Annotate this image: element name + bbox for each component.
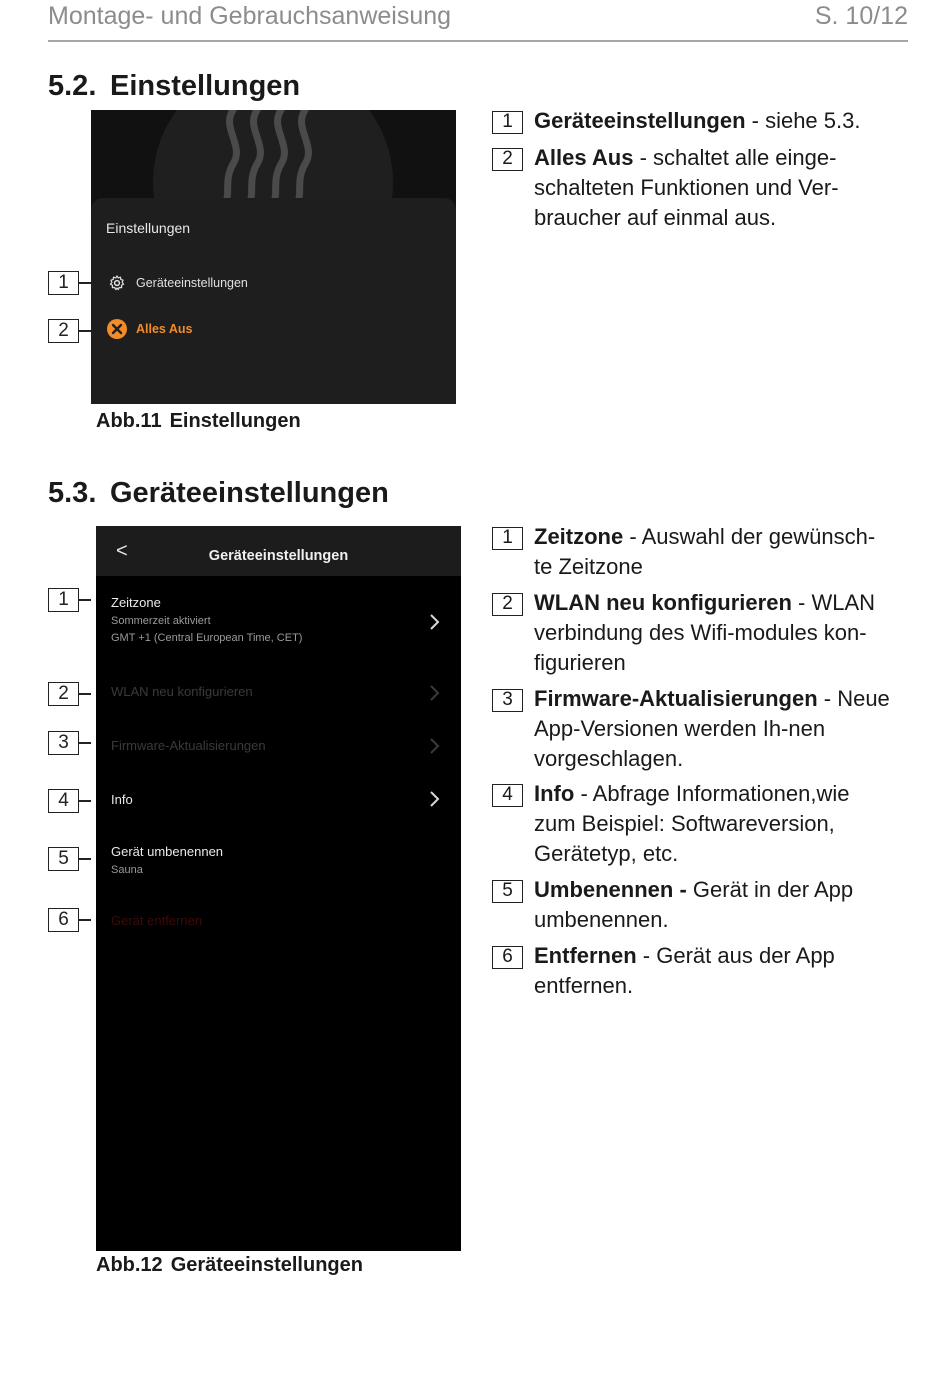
settings-item-zeitzone[interactable] xyxy=(111,595,302,644)
description-item xyxy=(492,522,892,582)
description-text: - WLAN verbindung des Wifi-modules kon-figurieren xyxy=(534,590,876,675)
callout-leader xyxy=(79,742,91,744)
callout-leader xyxy=(79,919,91,921)
callout-5 xyxy=(48,847,91,871)
description-text: Gerät in der App umbenennen. xyxy=(534,877,854,932)
item-label: Gerät entfernen xyxy=(111,913,203,928)
menu-item-label: Geräteeinstellungen xyxy=(136,276,248,290)
callout-3 xyxy=(48,731,91,755)
description-text: - Abfrage Informationen,wie zum Beispiel: Softwareversion, Gerätetyp, etc. xyxy=(534,781,850,866)
description-text: - Auswahl der gewünsch-te Zeitzone xyxy=(534,524,876,579)
menu-item-alles-aus[interactable] xyxy=(106,318,193,340)
callout-2 xyxy=(48,682,91,706)
callout-6 xyxy=(48,908,91,932)
callout-leader xyxy=(79,858,91,860)
section-heading-einstellungen xyxy=(48,70,300,103)
callout-number: 4 xyxy=(48,789,79,813)
section-number: 5.3. xyxy=(48,477,97,509)
callout-1 xyxy=(48,588,91,612)
callout-leader xyxy=(79,800,91,802)
description-term: Info xyxy=(534,781,575,806)
description-item xyxy=(492,779,892,869)
figure-caption-11 xyxy=(96,410,301,433)
item-label: WLAN neu konfigurieren xyxy=(111,684,253,699)
description-item xyxy=(492,588,892,678)
item-subtitle: GMT +1 (Central European Time, CET) xyxy=(111,632,303,644)
description-item xyxy=(492,684,892,774)
gear-icon xyxy=(106,272,128,294)
settings-item-umbenennen[interactable] xyxy=(111,844,223,876)
description-item xyxy=(492,941,892,1001)
item-label: Gerät umbenennen xyxy=(111,844,224,859)
settings-item-info[interactable] xyxy=(111,792,133,807)
callout-leader xyxy=(79,282,91,284)
description-term: Umbenennen - xyxy=(534,877,687,902)
close-circle-icon xyxy=(106,318,128,340)
callout-leader xyxy=(79,599,91,601)
menu-item-label: Alles Aus xyxy=(136,322,193,336)
settings-item-firmware[interactable] xyxy=(111,738,266,753)
description-number: 1 xyxy=(492,527,523,550)
callout-number: 6 xyxy=(48,908,79,932)
callout-number: 1 xyxy=(48,271,79,295)
figure-number: Abb.12 xyxy=(96,1254,163,1276)
description-term: Alles Aus xyxy=(534,145,634,170)
callout-leader xyxy=(79,693,91,695)
heat-waves-icon xyxy=(219,110,319,205)
section-number: 5.2. xyxy=(48,70,97,102)
description-number: 6 xyxy=(492,946,523,969)
settings-item-entfernen[interactable] xyxy=(111,913,202,928)
figure-caption-12 xyxy=(96,1254,363,1277)
callout-leader xyxy=(79,330,91,332)
page-number: S. 10/12 xyxy=(814,2,908,30)
description-term: Firmware-Aktualisierungen xyxy=(534,686,818,711)
chevron-right-icon xyxy=(427,736,441,756)
screenshot-einstellungen xyxy=(91,110,456,404)
header-divider xyxy=(48,40,908,42)
description-item xyxy=(492,106,892,136)
back-icon[interactable]: < xyxy=(116,540,128,562)
menu-item-geraeteeinstellungen[interactable] xyxy=(106,272,248,294)
screen-title: Geräteeinstellungen xyxy=(208,548,349,564)
description-text: - Gerät aus der App entfernen. xyxy=(534,943,835,998)
description-term: WLAN neu konfigurieren xyxy=(534,590,792,615)
description-number: 2 xyxy=(492,148,523,171)
description-number: 1 xyxy=(492,111,523,134)
description-term: Zeitzone xyxy=(534,524,624,549)
item-label: Zeitzone xyxy=(111,595,161,610)
description-number: 3 xyxy=(492,689,523,712)
description-item xyxy=(492,143,892,233)
item-label: Firmware-Aktualisierungen xyxy=(111,738,266,753)
description-text: - siehe 5.3. xyxy=(745,108,861,133)
callout-1 xyxy=(48,271,91,295)
callout-number: 2 xyxy=(48,319,79,343)
callout-4 xyxy=(48,789,91,813)
screenshot-geraeteeinstellungen xyxy=(96,526,461,1251)
callout-number: 2 xyxy=(48,682,79,706)
item-label: Info xyxy=(111,792,133,807)
description-number: 4 xyxy=(492,784,523,807)
section-title: Geräteeinstellungen xyxy=(110,477,389,509)
chevron-right-icon xyxy=(427,789,441,809)
callout-number: 1 xyxy=(48,588,79,612)
description-term: Entfernen xyxy=(534,943,637,968)
settings-item-wlan[interactable] xyxy=(111,684,253,699)
figure-number: Abb.11 xyxy=(96,410,162,432)
document-header-title: Montage- und Gebrauchsanweisung xyxy=(48,2,452,30)
description-item xyxy=(492,875,892,935)
section-heading-geraeteeinstellungen xyxy=(48,477,389,510)
item-subtitle: Sauna xyxy=(111,864,143,876)
item-subtitle: Sommerzeit aktiviert xyxy=(111,615,211,627)
figure-caption-text: Geräteeinstellungen xyxy=(170,1254,363,1276)
description-term: Geräteeinstellungen xyxy=(534,108,746,133)
chevron-right-icon xyxy=(427,683,441,703)
callout-2 xyxy=(48,319,91,343)
chevron-right-icon xyxy=(427,612,441,632)
section-title: Einstellungen xyxy=(110,70,301,102)
figure-caption-text: Einstellungen xyxy=(169,410,301,432)
callout-number: 3 xyxy=(48,731,79,755)
description-text: - schaltet alle einge-schalteten Funktionen und Ver-braucher auf einmal aus. xyxy=(534,145,839,230)
callout-number: 5 xyxy=(48,847,79,871)
description-text: - Neue App-Versionen werden Ih-nen vorgeschlagen. xyxy=(534,686,890,771)
description-number: 2 xyxy=(492,593,523,616)
panel-title: Einstellungen xyxy=(106,220,191,236)
description-number: 5 xyxy=(492,880,523,903)
